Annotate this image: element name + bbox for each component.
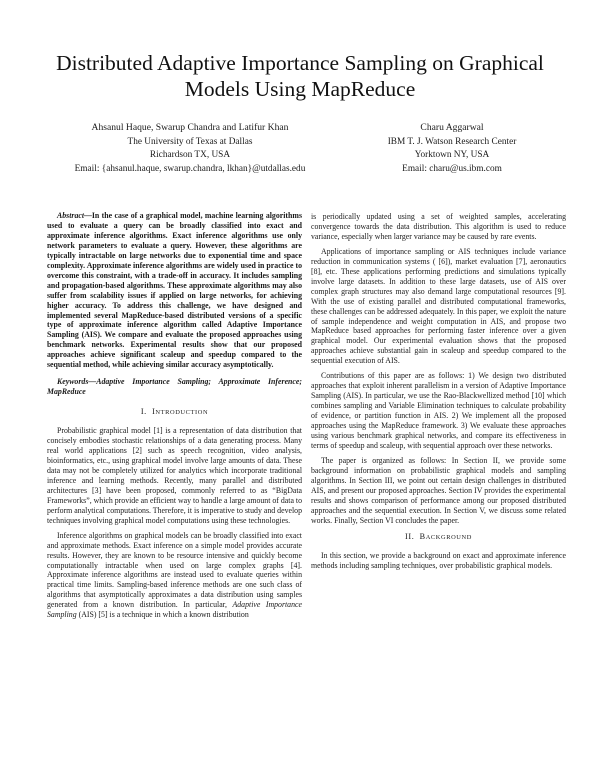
keywords: Keywords—Adaptive Importance Sampling; Approximate Inference; MapReduce xyxy=(47,377,302,397)
body-paragraph: is periodically updated using a set of weighted samples, accelerating convergence towards the data distribution. This algorithm is used to reduce variance, especially when larger variance may be caused by rare events. xyxy=(311,212,566,241)
body-paragraph: Contributions of this paper are as follows: 1) We design two distributed approaches that exploit inherent parallelism in a version of Adaptive Importance Sampling (AIS). In particular, we use the Rao-Blackwellized method [10] which combines sampling and Variable Elimination techniques to calculate probability of evidence, or partition function in AIS. 2) We implement all the proposed approaches using the MapReduce framework. 3) We evaluate these approaches using various benchmark graphical networks, and compare its effectiveness in terms of speedup and scaleup, with sequential approach over these networks. xyxy=(311,371,566,450)
author-affiliation: IBM T. J. Watson Research Center xyxy=(387,136,517,147)
right-column xyxy=(311,212,566,575)
author-location: Richardson TX, USA xyxy=(149,150,231,160)
author-location: Yorktown NY, USA xyxy=(414,150,490,160)
section-heading-background: II. BACKGROUND xyxy=(405,531,472,541)
abstract-label: Abstract xyxy=(57,211,85,220)
body-paragraph: Inference algorithms on graphical models can be broadly classified into exact and approximate methods. Exact inference on a simple model provides accurate results. However, they are known to be resource intensive and quickly become computationally intractable when used on large complex graphs [4]. Approximate inference algorithms are instead used to evaluate queries within practical time limits. Sampling-based inference methods are one such class of algorithms that asymptotically approximates a data distribution using samples generated from a known distribution. In particular, Adaptive Importance Sampling (AIS) [5] is a technique in which a known distribution xyxy=(47,530,302,620)
left-column xyxy=(47,211,302,625)
author-names: Charu Aggarwal xyxy=(420,122,484,133)
paper-title: Distributed Adaptive Importance Sampling on Graphical Models Using MapReduce xyxy=(56,51,544,101)
section-heading-introduction: I. INTRODUCTION xyxy=(140,407,209,417)
body-paragraph: In this section, we provide a background on exact and approximate inference methods including sampling techniques, over probabilistic graphical models. xyxy=(311,550,566,570)
abstract xyxy=(47,211,302,370)
body-paragraph: Probabilistic graphical model [1] is a representation of data distribution that concisely embodies stochastic relationships of a data generating process. Many real world applications [2] such as speech recognition, video analysis, bioinformatics, etc., using graphical model involve large amounts of data. These data may not be completely utilized for analytics which incorporate traditional inference and learning methods. Recently, many parallel and distributed architectures [3] have been proposed, commonly referred to as “BigData Frameworks”, which provide an efficient way to handle a large amount of data to perform analytical computations. Therefore, it is imperative to study and develop techniques involving graphical model computations using these technologies. xyxy=(47,426,302,525)
author-affiliation: The University of Texas at Dallas xyxy=(127,136,253,147)
body-paragraph: The paper is organized as follows: In Section II, we provide some background information on probabilistic graphical models and sampling algorithms. In Section III, we point out certain design challenges in distributed AIS, and present our proposed approaches. Section IV provides the experimental results and shows comparison of performance among our proposed distributed approaches and the sequential execution. In Section V, we discuss some related works. Finally, Section VI concludes the paper. xyxy=(311,455,566,525)
author-email: Email: charu@us.ibm.com xyxy=(402,163,502,174)
emphasis-text: Adaptive Importance Sampling xyxy=(47,600,302,620)
abstract-text: —In the case of a graphical model, machine learning algorithms used to evaluate a query can be broadly classified into exact and approximate inference algorithms. Exact inference algorithms use only network parameters to evaluate a query. However, these algorithms are typically intractable on large networks due to exponential time and space complexity. Approximate inference algorithms are widely used in practice to overcome this constraint, with a trade-off in accuracy. It includes sampling and propagation-based algorithms. These approximate algorithms may also suffer from scalability issues if applied on large networks, for achieving higher accuracy. To address this challenge, we have designed and implemented several MapReduce-based distributed versions of a specific type of approximate inference algorithm called Adaptive Importance Sampling (AIS). We compare and evaluate the proposed approaches using benchmark networks. Experimental results show that our proposed approaches achieve significant scaleup and speedup compared to the sequential method, while achieving similar accuracy asymptotically. xyxy=(47,211,302,370)
author-block-right xyxy=(352,121,552,176)
author-email: Email: {ahsanul.haque, swarup.chandra, lkhan}@utdallas.edu xyxy=(74,163,306,174)
author-names: Ahsanul Haque, Swarup Chandra and Latifur Khan xyxy=(91,122,289,133)
author-block-left xyxy=(70,121,310,176)
body-paragraph: Applications of importance sampling or AIS techniques include variance reduction in communication systems ( [6]), market evaluation [7], aeronautics [8], etc. These applications performing predictions and simulations typically involve large datasets. In addition to these large datasets, use of AIS over complex graph structures may also demand large computational resources [9]. With the use of existing parallel and distributed computational frameworks, these challenges can be addressed adequately. In this paper, we exploit the nature of sample independence and weight computation in AIS, and propose two MapReduce based approaches for performing faster inference over a given graphical model. Our experimental evaluation shows that the proposed approaches achieve substantial gain in scaleup and speedup compared to the sequential execution of AIS. xyxy=(311,246,566,366)
